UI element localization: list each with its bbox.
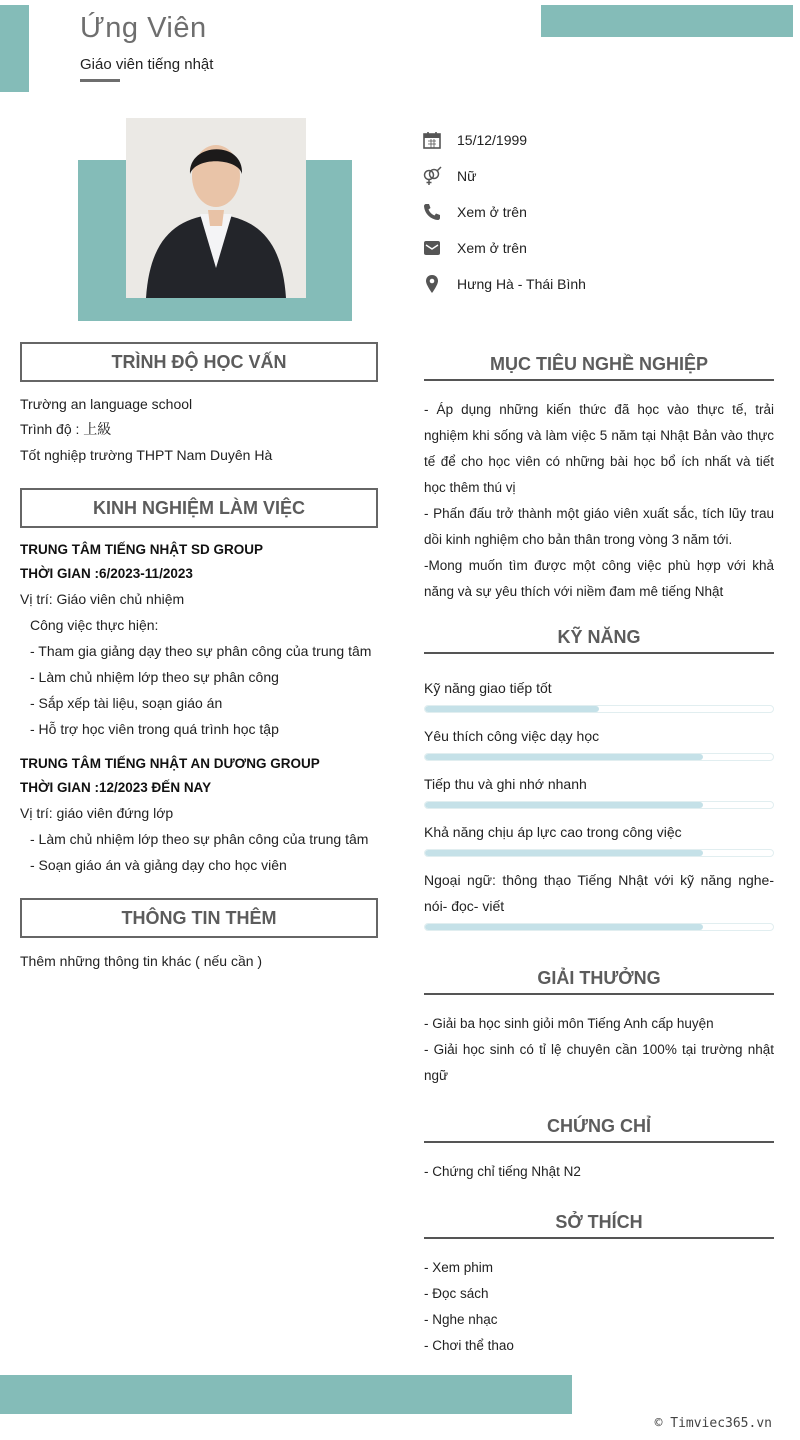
contact-email (421, 236, 761, 260)
skill-bar (424, 705, 774, 713)
job-duty: - Sắp xếp tài liệu, soạn giáo án (30, 695, 223, 711)
contact-gender (421, 164, 761, 188)
job-position: Vị trí: giáo viên đứng lớp (20, 805, 174, 821)
objective-paragraph: -Mong muốn tìm được một công việc phù hợp với khả năng và sự yêu thích với niềm đam mê tiếng Nhật (424, 558, 774, 599)
contact-address (421, 272, 761, 296)
skill-bar (424, 849, 774, 857)
gender-icon (421, 165, 443, 187)
person-silhouette-icon (126, 118, 306, 298)
job-duty: - Tham gia giảng dạy theo sự phân công của trung tâm (30, 643, 372, 659)
job-company: TRUNG TÂM TIẾNG NHẬT AN DƯƠNG GROUP (20, 756, 320, 771)
calendar-icon (421, 129, 443, 151)
education-line: Trình độ : 上級 (20, 421, 112, 437)
awards-heading: GIẢI THƯỞNG (424, 968, 774, 995)
hobby-item: - Nghe nhạc (424, 1312, 498, 1327)
skill-fill (425, 924, 703, 930)
certificate-item: - Chứng chỉ tiếng Nhật N2 (424, 1164, 581, 1179)
email-icon (421, 237, 443, 259)
skill-name: Yêu thích công việc dạy học (424, 728, 600, 744)
skills-heading: KỸ NĂNG (424, 627, 774, 654)
objective-paragraph: - Áp dụng những kiến thức đã học vào thực tế, trải nghiệm khi sống và làm việc 5 năm tại Nhật Bản vào thực tế để cho học viên có những bài học bổ ích nhất và tiết học thêm thú vị (424, 402, 774, 495)
job-duty: - Soạn giáo án và giảng dạy cho học viên (30, 857, 287, 873)
contact-phone (421, 200, 761, 224)
skill-name: Khả năng chịu áp lực cao trong công việc (424, 824, 682, 840)
additional-info-text: Thêm những thông tin khác ( nếu cần ) (20, 953, 263, 969)
site-credit: © Timviec365.vn (654, 1416, 772, 1431)
job-title: Giáo viên tiếng nhật (80, 56, 214, 73)
footer-accent-bar (0, 1375, 572, 1414)
birthdate-text: 15/12/1999 (457, 132, 528, 148)
experience-heading: KINH NGHIỆM LÀM VIỆC (20, 488, 378, 528)
hobby-item: - Chơi thể thao (424, 1338, 514, 1353)
education-line: Tốt nghiệp trường THPT Nam Duyên Hà (20, 447, 273, 463)
education-line: Trường an language school (20, 396, 193, 412)
objective-paragraph: - Phấn đấu trở thành một giáo viên xuất sắc, tích lũy trau dồi kinh nghiệm cho bản thân trong vòng 3 năm tới. (424, 506, 774, 547)
top-right-accent (541, 5, 793, 37)
certificates-heading: CHỨNG CHỈ (424, 1116, 774, 1143)
profile-photo (126, 118, 306, 298)
skill-bar (424, 801, 774, 809)
additional-info-heading: THÔNG TIN THÊM (20, 898, 378, 938)
skill-fill (425, 706, 599, 712)
contact-birthdate (421, 128, 761, 152)
skill-name: Ngoại ngữ: thông thạo Tiếng Nhật với kỹ năng nghe- nói- đọc- viết (424, 872, 774, 914)
skill-fill (425, 802, 703, 808)
job-period: THỜI GIAN :12/2023 ĐẾN NAY (20, 780, 212, 795)
skill-name: Tiếp thu và ghi nhớ nhanh (424, 776, 587, 792)
job-position: Vị trí: Giáo viên chủ nhiệm (20, 591, 185, 607)
skill-bar (424, 923, 774, 931)
award-item: - Giải ba học sinh giỏi môn Tiếng Anh cấp huyện (424, 1016, 714, 1031)
skill-bar (424, 753, 774, 761)
job-duty: - Làm chủ nhiệm lớp theo sự phân công của trung tâm (30, 831, 369, 847)
title-underline (80, 79, 120, 82)
phone-icon (421, 201, 443, 223)
phone-text: Xem ở trên (457, 204, 527, 220)
hobbies-heading: SỞ THÍCH (424, 1212, 774, 1239)
objective-heading: MỤC TIÊU NGHỀ NGHIỆP (424, 354, 774, 381)
job-period: THỜI GIAN :6/2023-11/2023 (20, 566, 193, 581)
skill-name: Kỹ năng giao tiếp tốt (424, 680, 552, 696)
candidate-name: Ứng Viên (80, 12, 207, 44)
top-left-accent (0, 5, 29, 92)
job-duty: - Làm chủ nhiệm lớp theo sự phân công (30, 669, 279, 685)
award-item: - Giải học sinh có tỉ lệ chuyên cần 100% tại trường nhật ngữ (424, 1042, 774, 1083)
education-heading: TRÌNH ĐỘ HỌC VẤN (20, 342, 378, 382)
skill-fill (425, 754, 703, 760)
email-text: Xem ở trên (457, 240, 527, 256)
gender-text: Nữ (457, 168, 477, 184)
job-duty: - Hỗ trợ học viên trong quá trình học tập (30, 721, 279, 737)
location-icon (421, 273, 443, 295)
address-text: Hưng Hà - Thái Bình (457, 276, 586, 292)
hobby-item: - Đọc sách (424, 1286, 489, 1301)
job-duties-label: Công việc thực hiện: (30, 617, 159, 633)
skill-fill (425, 850, 703, 856)
hobby-item: - Xem phim (424, 1260, 494, 1275)
job-company: TRUNG TÂM TIẾNG NHẬT SD GROUP (20, 542, 263, 557)
